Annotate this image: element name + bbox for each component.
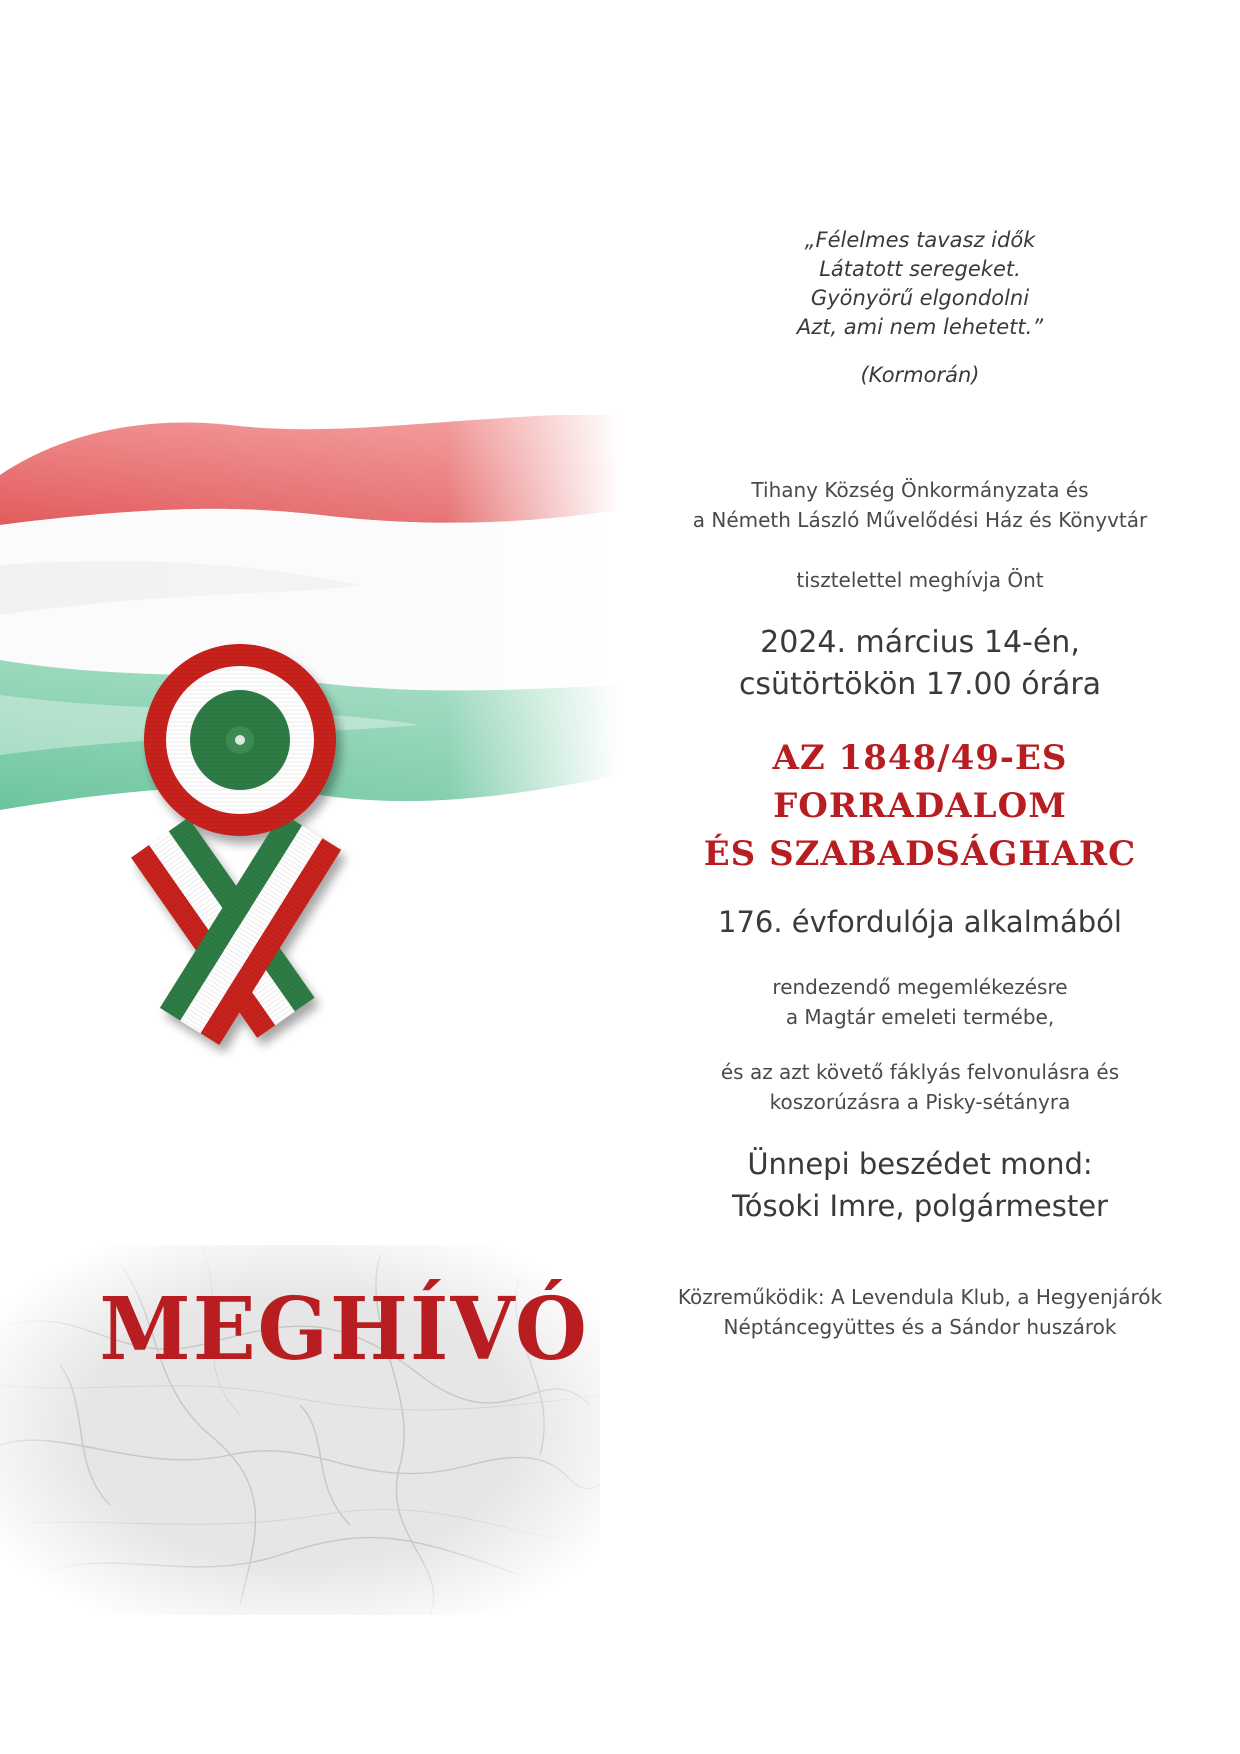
event-date: [640, 622, 1200, 706]
quote-line: Gyönyörű elgondolni: [810, 286, 1030, 310]
headline-line-2: FORRADALOM: [773, 786, 1067, 826]
event-details: [640, 972, 1200, 1032]
date-line-1: 2024. március 14-én,: [760, 625, 1080, 660]
hosts-line-2: a Németh László Művelődési Ház és Könyvtár: [692, 508, 1148, 532]
procession-line-2: koszorúzásra a Pisky-sétányra: [769, 1090, 1071, 1114]
hosts: [640, 475, 1200, 535]
date-line-2: csütörtökön 17.00 órára: [738, 667, 1102, 702]
invitation-title: MEGHÍVÓ: [99, 1279, 589, 1380]
procession-line-1: és az azt követő fáklyás felvonulásra és: [720, 1060, 1120, 1084]
speaker-line-1: Ünnepi beszédet mond:: [747, 1147, 1093, 1181]
event-headline: [640, 734, 1200, 878]
quote-line: „Félelmes tavasz idők: [804, 228, 1036, 252]
performers: [640, 1282, 1200, 1342]
headline-line-1: AZ 1848/49-ES: [772, 738, 1068, 778]
headline-line-3: ÉS SZABADSÁGHARC: [703, 834, 1137, 874]
anniversary-text: 176. évfordulója alkalmából: [718, 905, 1122, 939]
quote-author: (Kormorán): [860, 363, 980, 387]
invite-text: tisztelettel meghívja Önt: [796, 568, 1044, 592]
speaker-info: [640, 1143, 1200, 1227]
speaker-line-2: Tósoki Imre, polgármester: [732, 1189, 1108, 1223]
event-line-1: rendezendő megemlékezésre: [772, 975, 1068, 999]
procession-details: [640, 1057, 1200, 1117]
cockade-ribbon-image: [80, 640, 400, 1060]
opening-quote: [640, 226, 1200, 342]
quote-line: Látatott seregeket.: [819, 257, 1021, 281]
performers-line-2: Néptáncegyüttes és a Sándor huszárok: [723, 1315, 1117, 1339]
quote-line: Azt, ami nem lehetett.”: [796, 315, 1044, 339]
event-line-2: a Magtár emeleti termébe,: [785, 1005, 1055, 1029]
hosts-line-1: Tihany Község Önkormányzata és: [751, 478, 1089, 502]
performers-line-1: Közreműködik: A Levendula Klub, a Hegyenjárók: [677, 1285, 1163, 1309]
